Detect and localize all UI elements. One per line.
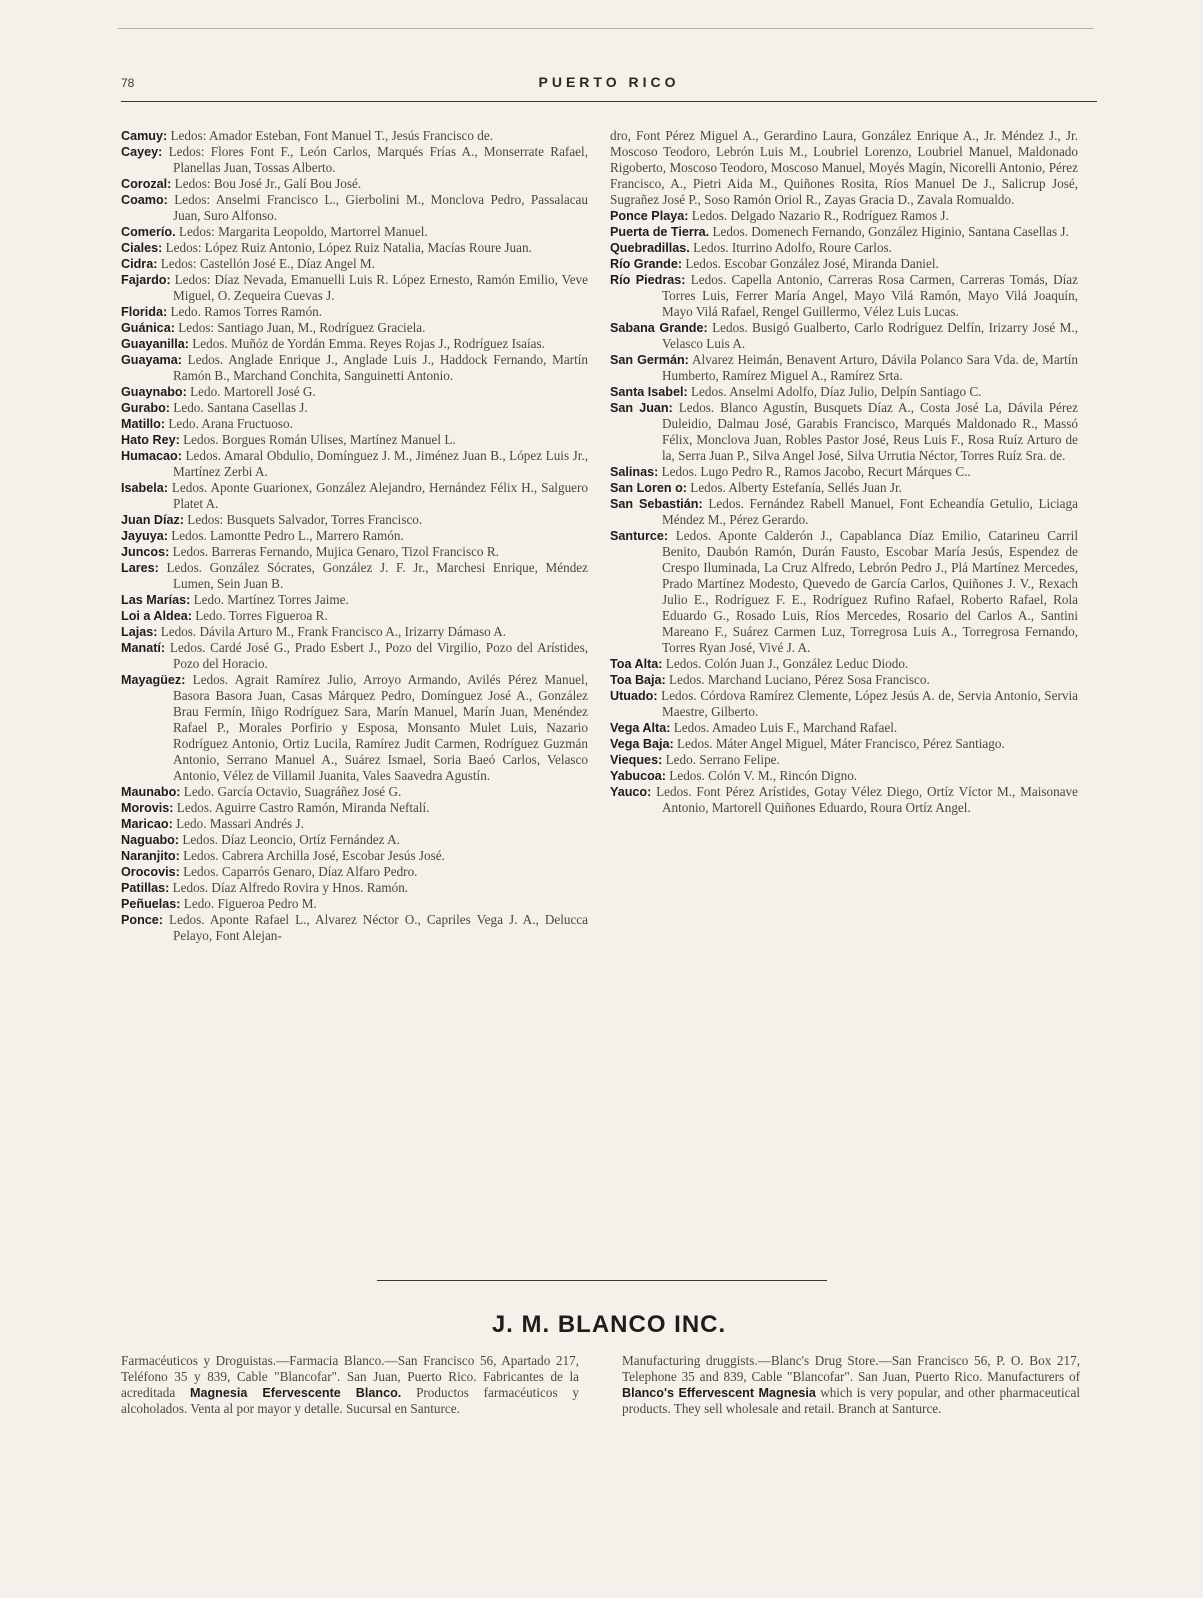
directory-entry bbox=[121, 400, 588, 416]
practitioner-names: Ledos: Busquets Salvador, Torres Francisco. bbox=[187, 512, 423, 527]
town-name: Lajas: bbox=[121, 625, 158, 639]
town-name: Ponce Playa: bbox=[610, 209, 689, 223]
ad-text: Productos farmacéuticos y alcoholados. Venta al por mayor y detalle. Sucursal en Santurce. bbox=[121, 1385, 579, 1416]
directory-entry bbox=[610, 672, 1078, 688]
left-column bbox=[121, 128, 588, 944]
directory-entry bbox=[121, 304, 588, 320]
town-name: Loi a Aldea: bbox=[121, 609, 192, 623]
town-name: Coamo: bbox=[121, 193, 168, 207]
town-name: Sabana Grande: bbox=[610, 321, 708, 335]
town-name: Vega Alta: bbox=[610, 721, 671, 735]
directory-entry bbox=[610, 208, 1078, 224]
town-name: San Germán: bbox=[610, 353, 689, 367]
directory-entry bbox=[121, 176, 588, 192]
directory-entry bbox=[121, 848, 588, 864]
directory-entry bbox=[121, 384, 588, 400]
town-name: Salinas: bbox=[610, 465, 659, 479]
practitioner-names: Ledos. Muñóz de Yordán Emma. Reyes Rojas J., Rodríguez Isaías. bbox=[192, 336, 545, 351]
advertisement-english bbox=[622, 1353, 1080, 1417]
town-name: Isabela: bbox=[121, 481, 168, 495]
practitioner-names: Ledos. González Sócrates, González J. F. Jr., Marchesi Enrique, Méndez Lumen, Sein Juan B. bbox=[166, 560, 588, 591]
practitioner-names: Ledo. Arana Fructuoso. bbox=[168, 416, 293, 431]
ad-text: which is very popular, and other pharmaceutical products. They sell wholesale and retail. Branch at Santurce. bbox=[622, 1385, 1080, 1416]
top-edge-line bbox=[118, 28, 1094, 29]
town-name: San Loren o: bbox=[610, 481, 687, 495]
practitioner-names: Ledos. Cabrera Archilla José, Escobar Jesús José. bbox=[183, 848, 445, 863]
company-name: J. M. BLANCO INC. bbox=[491, 1311, 727, 1338]
practitioner-names: Ledos. Escobar González José, Miranda Daniel. bbox=[685, 256, 939, 271]
directory-entry bbox=[610, 400, 1078, 464]
directory-entry bbox=[610, 752, 1078, 768]
practitioner-names: Ledos: Castellón José E., Díaz Angel M. bbox=[160, 256, 375, 271]
directory-entry bbox=[610, 496, 1078, 528]
town-name: Peñuelas: bbox=[121, 897, 181, 911]
product-name: Blanco's Effervescent Magnesia bbox=[622, 1386, 816, 1400]
directory-entry bbox=[610, 384, 1078, 400]
practitioner-names: Ledos. Colón Juan J., González Leduc Diodo. bbox=[665, 656, 909, 671]
practitioner-names: Ledos. Lamontte Pedro L., Marrero Ramón. bbox=[171, 528, 404, 543]
town-name: Ciales: bbox=[121, 241, 163, 255]
directory-entry bbox=[610, 224, 1078, 240]
town-name: Fajardo: bbox=[121, 273, 171, 287]
directory-entry bbox=[610, 272, 1078, 320]
town-name: Yabucoa: bbox=[610, 769, 666, 783]
practitioner-names: Ledo. Figueroa Pedro M. bbox=[183, 896, 317, 911]
practitioner-names: Ledos: Santiago Juan, M., Rodríguez Graciela. bbox=[178, 320, 426, 335]
directory-entry bbox=[610, 240, 1078, 256]
directory-entry bbox=[121, 560, 588, 592]
directory-entry bbox=[121, 336, 588, 352]
directory-entry bbox=[121, 192, 588, 224]
section-divider bbox=[377, 1280, 827, 1281]
town-name: Cidra: bbox=[121, 257, 158, 271]
town-name: Naranjito: bbox=[121, 849, 180, 863]
directory-entry bbox=[121, 416, 588, 432]
practitioner-names: Ledos. Córdova Ramírez Clemente, López Jesús A. de, Servia Antonio, Servia Maestre, Gilberto. bbox=[661, 688, 1078, 719]
practitioner-names: Ledos. Aponte Guarionex, González Alejandro, Hernández Félix H., Salguero Platet A. bbox=[171, 480, 588, 511]
practitioner-names: Ledos. Blanco Agustín, Busquets Díaz A., Costa José La, Dávila Pérez Duleidio, Dalmau José, Garabis Francisco, Marqués Maldonado R., Massó Félix, Monclova Juan, Robles Pastor José, Reus Luis F., Rosa Ruíz Arturo de la, Serra Juan P., Silva Angel José, Silva Urrutia Néctor, Torres Ruíz Sra. de. bbox=[662, 400, 1078, 463]
right-column bbox=[610, 128, 1078, 816]
town-name: Matillo: bbox=[121, 417, 166, 431]
directory-entry bbox=[121, 512, 588, 528]
practitioner-names: Ledo. Massari Andrés J. bbox=[176, 816, 304, 831]
town-name: Juncos: bbox=[121, 545, 170, 559]
running-title: PUERTO RICO bbox=[538, 74, 680, 90]
town-name: Quebradillas. bbox=[610, 241, 690, 255]
practitioner-names: Ledos. Lugo Pedro R., Ramos Jacobo, Recurt Márques C.. bbox=[661, 464, 971, 479]
directory-entry bbox=[121, 256, 588, 272]
ad-text: Manufacturing druggists.—Blanc's Drug Store.—San Francisco 56, P. O. Box 217, Telephone 35 and 839, Cable "Blancofar". San Juan, Puerto Rico. Manufacturers of bbox=[622, 1353, 1080, 1384]
practitioner-names: Ledos. Capella Antonio, Carreras Rosa Carmen, Carreras Tomás, Díaz Torres Luis, Ferrer María Angel, Mayo Vilá Ramón, Mayo Vilá Joaquín, Mayo Vilá Rafael, Rengel Guillermo, Vélez Luis Lucas. bbox=[662, 272, 1079, 319]
town-name: San Sebastián: bbox=[610, 497, 703, 511]
town-name: Comerío. bbox=[121, 225, 176, 239]
town-name: Hato Rey: bbox=[121, 433, 180, 447]
town-name: Corozal: bbox=[121, 177, 172, 191]
practitioner-names: Ledos. Díaz Leoncio, Ortíz Fernández A. bbox=[182, 832, 400, 847]
product-name: Magnesia Efervescente Blanco. bbox=[189, 1386, 402, 1400]
directory-entry bbox=[121, 880, 588, 896]
directory-entry bbox=[121, 592, 588, 608]
practitioner-names: Ledos. Cardé José G., Prado Esbert J., Pozo del Virgilio, Pozo del Arístides, Pozo del Horacio. bbox=[169, 640, 588, 671]
ad-text: Farmacéuticos y Droguistas.—Farmacia Blanco.—San Francisco 56, Apartado 217, Teléfono 35 y 839, Cable "Blancofar". San Juan, Puerto Rico. Fabricantes de la acreditada bbox=[121, 1353, 579, 1400]
practitioner-names: Ledos. Alberty Estefanía, Sellés Juan Jr. bbox=[690, 480, 902, 495]
directory-entry bbox=[121, 448, 588, 480]
town-name: Florida: bbox=[121, 305, 168, 319]
directory-entry bbox=[610, 720, 1078, 736]
town-name: Maunabo: bbox=[121, 785, 181, 799]
practitioner-names: Ledo. Martorell José G. bbox=[190, 384, 316, 399]
practitioner-names: Ledos. Anselmi Adolfo, Díaz Julio, Delpín Santiago C. bbox=[691, 384, 982, 399]
directory-entry bbox=[121, 432, 588, 448]
practitioner-names: Ledos: Amador Esteban, Font Manuel T., Jesús Francisco de. bbox=[170, 128, 494, 143]
practitioner-names: Ledos. Agrait Ramírez Julio, Arroyo Armando, Avilés Pérez Manuel, Basora Basora Juan, Casas Márquez Pedro, Domínguez José A., González Brau Fermín, Iñigo Rodríguez Sara, Marín Manuel, Marín Juan, Menéndez Rafael P., Morales Porfirio y Esposa, Monsanto Mulet Luis, Nazario Rodríguez Antonio, Ortiz Lucila, Ramírez Judit Carmen, Rodríguez Guzmán Antonio, Serrano Manuel A., Suárez Ismael, Soria Baeó Carlos, Velasco Antonio, Vélez de Villamil Juanita, Vales Saavedra Agustín. bbox=[173, 672, 588, 783]
town-name: Puerta de Tierra. bbox=[610, 225, 710, 239]
town-name: Las Marías: bbox=[121, 593, 191, 607]
advertisement-spanish bbox=[121, 1353, 579, 1417]
directory-entry bbox=[121, 224, 588, 240]
town-name: Naguabo: bbox=[121, 833, 180, 847]
town-name: San Juan: bbox=[610, 401, 673, 415]
practitioner-names: Alvarez Heimán, Benavent Arturo, Dávila Polanco Sara Vda. de, Martín Humberto, Ramírez Miguel A., Ramírez Srta. bbox=[662, 352, 1078, 383]
town-name: Guaynabo: bbox=[121, 385, 187, 399]
practitioner-names: Ledos. Busigó Gualberto, Carlo Rodríguez Delfín, Irizarry José M., Velasco Luis A. bbox=[662, 320, 1078, 351]
town-name: Orocovis: bbox=[121, 865, 180, 879]
town-name: Maricao: bbox=[121, 817, 173, 831]
practitioner-names: dro, Font Pérez Miguel A., Gerardino Laura, González Enrique A., Jr. Méndez J., Jr. Moscoso Teodoro, Lebrón Luis M., Loubriel Lorenzo, Loubriel Manuel, Maldonado Rigoberto, Moscoso Teodoro, Moscoso Manuel, Moyés Magín, Nicorelli Antonio, Pérez Francisco, A., Pietri Aida M., Quiñones Rosita, Ríos Manuel De J., Salicrup José, Sugrañez José P., Soso Ramón Oriol R., Zayas Gracia D., Zavala Romualdo. bbox=[610, 128, 1078, 207]
practitioner-names: Ledos. Borgues Román Ulises, Martínez Manuel L. bbox=[183, 432, 456, 447]
directory-entry bbox=[121, 624, 588, 640]
practitioner-names: Ledos. Barreras Fernando, Mujica Genaro, Tizol Francisco R. bbox=[172, 544, 499, 559]
directory-entry bbox=[610, 464, 1078, 480]
directory-entry bbox=[610, 352, 1078, 384]
town-name: Toa Alta: bbox=[610, 657, 663, 671]
practitioner-names: Ledo. Martínez Torres Jaime. bbox=[193, 592, 349, 607]
directory-entry bbox=[610, 736, 1078, 752]
directory-entry bbox=[121, 272, 588, 304]
practitioner-names: Ledos. Amaral Obdulio, Domínguez J. M., Jiménez Juan B., López Luis Jr., Martínez Zerbi A. bbox=[173, 448, 589, 479]
directory-entry bbox=[121, 320, 588, 336]
practitioner-names: Ledos: Díaz Nevada, Emanuelli Luis R. López Ernesto, Ramón Emilio, Veve Miguel, O. Zequeira Cuevas J. bbox=[173, 272, 588, 303]
practitioner-names: Ledo. Serrano Felipe. bbox=[665, 752, 780, 767]
practitioner-names: Ledos. Colón V. M., Rincón Digno. bbox=[669, 768, 858, 783]
directory-entry bbox=[121, 240, 588, 256]
town-name: Vega Baja: bbox=[610, 737, 674, 751]
practitioner-names: Ledos. Máter Angel Miguel, Máter Francisco, Pérez Santiago. bbox=[677, 736, 1005, 751]
page-header bbox=[121, 76, 1097, 98]
directory-entry bbox=[121, 640, 588, 672]
directory-entry bbox=[121, 144, 588, 176]
practitioner-names: Ledo. Ramos Torres Ramón. bbox=[170, 304, 323, 319]
directory-entry bbox=[610, 320, 1078, 352]
practitioner-names: Ledos. Amadeo Luis F., Marchand Rafael. bbox=[673, 720, 898, 735]
practitioner-names: Ledos. Domenech Fernando, González Higinio, Santana Casellas J. bbox=[712, 224, 1069, 239]
directory-entry bbox=[610, 656, 1078, 672]
directory-entry bbox=[121, 864, 588, 880]
town-name: Santurce: bbox=[610, 529, 669, 543]
practitioner-names: Ledos. Aponte Calderón J., Capablanca Díaz Emilio, Catarineu Carril Benito, Daubón Ramón, Durán Fausto, Escobar María Jesús, Espendez de Crespo Iluminada, La Cruz Alfredo, Lebrón Pedro J., Plá Martínez Mercedes, Prado Martínez Modesto, Quevedo de García Carlos, Quiñones J. V., Rexach Julio E., Rodríguez F. E., Rodríguez Rufino Rafael, Roberto Rafael, Rola Eduardo G., Rosado Luis, Ríos Mercedes, Rosario del Carlos A., Santini Mareano F., Suárez Carmen Luz, Torregrosa Luis A., Torregrosa Fernando, Torres Ryan José, Vivé J. A. bbox=[662, 528, 1078, 655]
directory-entry bbox=[121, 896, 588, 912]
town-name: Toa Baja: bbox=[610, 673, 666, 687]
town-name: Vieques: bbox=[610, 753, 663, 767]
directory-entry bbox=[610, 128, 1078, 208]
directory-entry bbox=[121, 832, 588, 848]
town-name: Morovis: bbox=[121, 801, 174, 815]
practitioner-names: Ledo. García Octavio, Suagráñez José G. bbox=[183, 784, 402, 799]
practitioner-names: Ledos: Flores Font F., León Carlos, Marqués Frías A., Monserrate Rafael, Planellas Juan, Tossas Alberto. bbox=[168, 144, 588, 175]
town-name: Utuado: bbox=[610, 689, 658, 703]
directory-entry bbox=[121, 672, 588, 784]
practitioner-names: Ledos. Aguirre Castro Ramón, Miranda Neftalí. bbox=[176, 800, 430, 815]
directory-entry bbox=[121, 528, 588, 544]
directory-entry bbox=[610, 256, 1078, 272]
town-name: Cayey: bbox=[121, 145, 163, 159]
town-name: Guánica: bbox=[121, 321, 175, 335]
directory-entry bbox=[121, 912, 588, 944]
practitioner-names: Ledos. Aponte Rafael L., Alvarez Néctor O., Capriles Vega J. A., Delucca Pelayo, Font Alejan- bbox=[169, 912, 589, 943]
directory-entry bbox=[121, 544, 588, 560]
practitioner-names: Ledos: Anselmi Francisco L., Gierbolini M., Monclova Pedro, Passalacau Juan, Suro Alfonso. bbox=[173, 192, 589, 223]
town-name: Patillas: bbox=[121, 881, 170, 895]
town-name: Río Grande: bbox=[610, 257, 683, 271]
town-name: Juan Díaz: bbox=[121, 513, 184, 527]
practitioner-names: Ledos. Fernández Rabell Manuel, Font Echeandía Getulio, Liciaga Méndez M., Pérez Gerardo. bbox=[662, 496, 1078, 527]
town-name: Guayanilla: bbox=[121, 337, 189, 351]
directory-entry bbox=[610, 480, 1078, 496]
practitioner-names: Ledos. Anglade Enrique J., Anglade Luis J., Haddock Fernando, Martín Ramón B., Marchand Conchita, Sanguinetti Antonio. bbox=[173, 352, 588, 383]
town-name: Ponce: bbox=[121, 913, 163, 927]
town-name: Jayuya: bbox=[121, 529, 168, 543]
practitioner-names: Ledos. Dávila Arturo M., Frank Francisco A., Irizarry Dámaso A. bbox=[160, 624, 507, 639]
town-name: Humacao: bbox=[121, 449, 182, 463]
practitioner-names: Ledos. Iturrino Adolfo, Roure Carlos. bbox=[693, 240, 892, 255]
page-number: 78 bbox=[121, 76, 135, 90]
town-name: Mayagüez: bbox=[121, 673, 186, 687]
practitioner-names: Ledos. Delgado Nazario R., Rodríguez Ramos J. bbox=[691, 208, 949, 223]
town-name: Camuy: bbox=[121, 129, 168, 143]
practitioner-names: Ledos: Margarita Leopoldo, Martorrel Manuel. bbox=[178, 224, 428, 239]
directory-entry bbox=[121, 784, 588, 800]
practitioner-names: Ledos: Bou José Jr., Galí Bou José. bbox=[174, 176, 362, 191]
practitioner-names: Ledo. Torres Figueroa R. bbox=[195, 608, 328, 623]
header-rule bbox=[121, 101, 1097, 102]
directory-entry bbox=[610, 768, 1078, 784]
town-name: Yauco: bbox=[610, 785, 652, 799]
town-name: Gurabo: bbox=[121, 401, 170, 415]
directory-entry bbox=[610, 688, 1078, 720]
directory-entry bbox=[121, 608, 588, 624]
directory-entry bbox=[121, 480, 588, 512]
town-name: Río Piedras: bbox=[610, 273, 686, 287]
town-name: Lares: bbox=[121, 561, 159, 575]
directory-entry bbox=[610, 528, 1078, 656]
practitioner-names: Ledos. Font Pérez Arístides, Gotay Vélez Diego, Ortíz Víctor M., Maisonave Antonio, Martorell Quiñones Eduardo, Roura Ortíz Angel. bbox=[656, 784, 1078, 815]
town-name: Santa Isabel: bbox=[610, 385, 688, 399]
town-name: Manatí: bbox=[121, 641, 166, 655]
directory-entry bbox=[121, 352, 588, 384]
directory-entry bbox=[610, 784, 1078, 816]
practitioner-names: Ledos: López Ruiz Antonio, López Ruiz Natalia, Macías Roure Juan. bbox=[165, 240, 532, 255]
practitioner-names: Ledos. Marchand Luciano, Pérez Sosa Francisco. bbox=[669, 672, 930, 687]
practitioner-names: Ledo. Santana Casellas J. bbox=[173, 400, 308, 415]
directory-entry bbox=[121, 816, 588, 832]
practitioner-names: Ledos. Díaz Alfredo Rovira y Hnos. Ramón. bbox=[172, 880, 409, 895]
town-name: Guayama: bbox=[121, 353, 182, 367]
directory-entry bbox=[121, 128, 588, 144]
practitioner-names: Ledos. Caparrós Genaro, Díaz Alfaro Pedro. bbox=[183, 864, 418, 879]
directory-entry bbox=[121, 800, 588, 816]
